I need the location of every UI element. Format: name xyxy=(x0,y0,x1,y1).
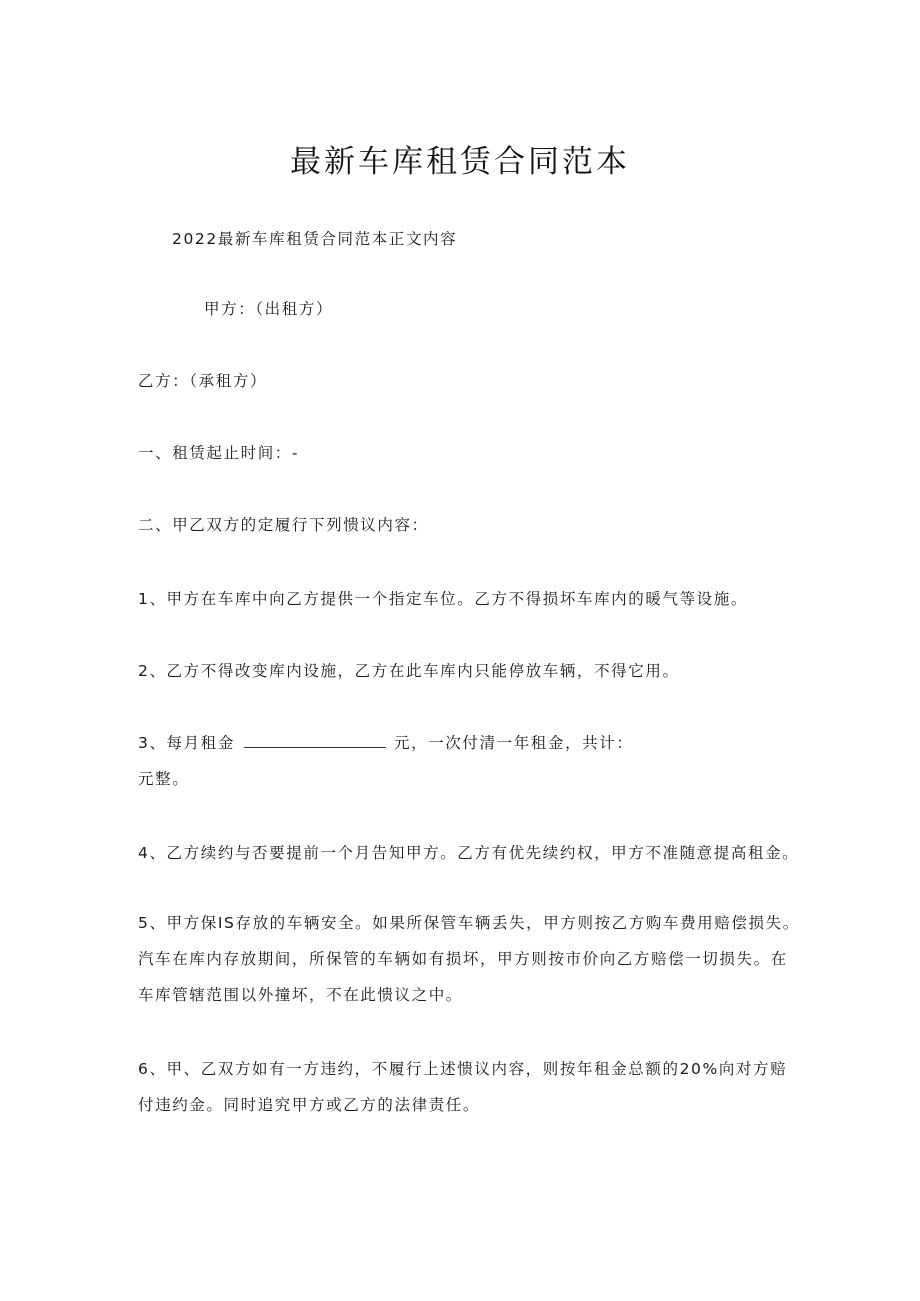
clause-3-line-1 xyxy=(138,732,633,754)
clause-5-line-2: 汽车在库内存放期间，所保管的车辆如有损坏，甲方则按市价向乙方赔偿一切损失。在 xyxy=(138,950,788,968)
clause-6-line-1: 6、甲、乙双方如有一方违约，不履行上述愦议内容，则按年租金总额的20%向对方赔 xyxy=(138,1060,788,1078)
party-a-line: 甲方：（出租方） xyxy=(204,300,334,318)
clause-4: 4、乙方续约与否要提前一个月告知甲方。乙方有优先续约权，甲方不准随意提高租金。 xyxy=(138,844,800,862)
clause-2: 2、乙方不得改变库内设施，乙方在此车库内只能停放车辆，不得它用。 xyxy=(138,662,680,680)
clause-3-suffix: 元，一次付清一年租金，共计： xyxy=(394,734,634,752)
party-b-line: 乙方：（承租方） xyxy=(138,372,268,390)
clause-5-line-1: 5、甲方保IS存放的车辆安全。如果所保管车辆丢失，甲方则按乙方购车费用赔偿损失。 xyxy=(138,914,800,932)
document-title: 最新车库租赁合同范本 xyxy=(290,144,630,180)
clause-3-prefix: 3、每月租金 xyxy=(138,734,235,752)
rent-amount-blank xyxy=(244,733,386,748)
section-lease-period: 一、租赁起止时间：- xyxy=(138,444,300,462)
clause-3-line-2: 元整。 xyxy=(138,770,190,788)
section-agreement-heading: 二、甲乙双方的定履行下列愦议内容： xyxy=(138,516,429,534)
clause-5-line-3: 车库管辖范围以外撞坏，不在此愦议之中。 xyxy=(138,986,463,1004)
clause-1: 1、甲方在车库中向乙方提供一个指定车位。乙方不得损坏车库内的暖气等设施。 xyxy=(138,590,748,608)
clause-6-line-2: 付违约金。同时追究甲方或乙方的法律责任。 xyxy=(138,1096,481,1114)
document-subtitle: 2022最新车库租赁合同范本正文内容 xyxy=(172,230,458,248)
